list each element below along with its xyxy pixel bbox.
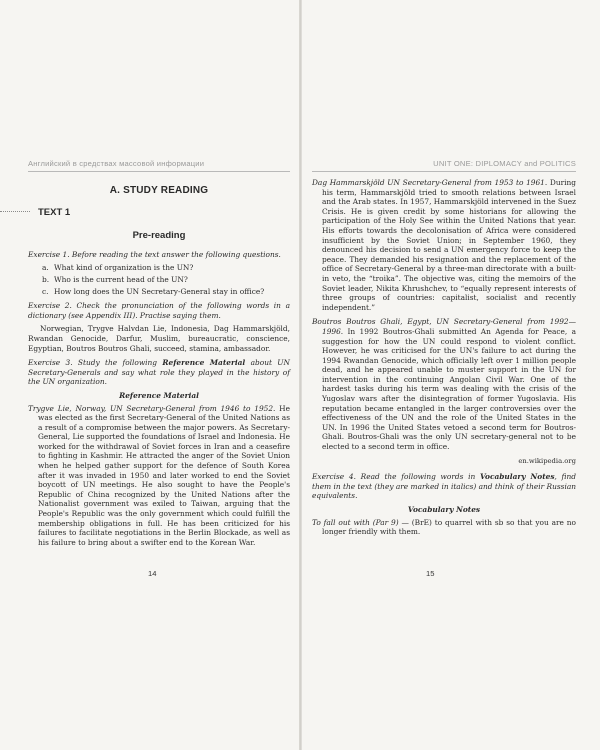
question-text: Who is the current head of the UN? [54, 274, 188, 284]
page-number-right: 15 [426, 569, 435, 578]
vocabulary-term: To fall out with (Par 9) [312, 517, 399, 527]
entry-body: He was elected as the first Secretary-General of the United Nations as a result of a compromise between the major powers. As Secretary-General, Lie supported the foundations of Israel and Indonesia. He worked for the withdrawal of Soviet forces in Iran and a ceasefire to fighting in Kashmir. He attracted the anger of the Soviet Union when he helped gather support for the defence of South Korea after it was invaded in 1950 and later worked to end the Soviet boycott of UN meetings. He also sought to have the People's Republic of China recognized by the United Nations after the Nationalist government was exiled to Taiwan, arguing that the People's Republic was the only government which could fulfill the membership obligations in full. He has been criticized for his failures to facilitate negotiations in the Berlin Blockade, as well as his failure to bring about a swifter end to the Korean War. [38, 403, 290, 547]
exercise-4-text-end: , find them in the text (they are marked in italics) and think of their Russian equivalents. [312, 472, 576, 501]
text-label: TEXT 1 [38, 206, 71, 218]
exercise-3-instruction [28, 358, 290, 387]
right-page [302, 0, 600, 750]
reference-material-title: Reference Material [119, 390, 199, 400]
exercise-3-text: Exercise 3. Study the following [28, 358, 163, 368]
question-text: What kind of organization is the UN? [54, 263, 194, 273]
exercise-4-text: Exercise 4. Read the following words in [312, 472, 480, 482]
text-label-row [0, 208, 290, 218]
question-item [42, 287, 290, 297]
source-credit: en.wikipedia.org [518, 456, 576, 465]
entry-heading: Trygve Lie, Norway, UN Secretary-General from 1946 to 1952. [28, 403, 276, 413]
right-page-content [312, 178, 576, 542]
subsection-title: Pre-reading [132, 230, 186, 242]
entry-body: During his term, Hammarskjöld tried to smooth relations between Israel and the Arab states. In 1957, Hammarskjöld intervened in the Suez Crisis. He is given credit by some historians for allowing the participation of the Holy See within the United Nations that year. His efforts towards the decolonisation of Africa were considered insufficient by the Soviet Union; in September 1960, they denounced his decision to send a UN emergency force to keep the peace. They demanded his resignation and the replacement of the office of Secretary-General by a three-man directorate with a built-in veto, the “troika”. The objective was, citing the memoirs of the Soviet leader, Nikita Khrushchev, to “equally represent interests of three groups of countries: capitalist, socialist and recently independent.” [322, 178, 576, 312]
page-number-left: 14 [148, 569, 157, 578]
question-marker: c. [42, 286, 49, 296]
running-head-left: Английский в средствах массовой информации [28, 159, 205, 168]
entry-heading: Boutros Boutros Ghali, Egypt, UN Secretary-General from 1992—1996. [312, 317, 576, 336]
question-item [42, 275, 290, 285]
header-rule-right [312, 171, 576, 172]
hammarskjold-entry [312, 178, 576, 312]
vocabulary-item [312, 518, 576, 537]
left-page-content [28, 178, 290, 552]
question-marker: a. [42, 263, 49, 273]
entry-body: In 1992 Boutros-Ghali submitted An Agenda for Peace, a suggestion for how the UN could respond to violent conflict. However, he was criticised for the UN's failure to act during the 1994 Rwandan Genocide, which officially left over 1 million people dead, and he appeared unable to muster support in the UN for intervention in the continuing Angolan Civil War. One of the hardest tasks during his term was dealing with the crisis of the Yugoslav wars after the disintegration of former Yugoslavia. His reputation became entangled in the larger controversies over the effectiveness of the UN and the role of the United States in the UN. In 1996 the United States vetoed a second term for Boutros-Ghali. Boutros-Ghali was the only UN secretary-general not to be elected to a second term in office. [322, 326, 576, 452]
exercise-3-emphasis: Reference Material [162, 358, 246, 368]
exercise-1-questions [28, 263, 290, 296]
question-text: How long does the UN Secretary-General stay in office? [54, 286, 265, 296]
running-head-right: UNIT ONE: DIPLOMACY and POLITICS [433, 159, 576, 168]
lie-entry [28, 404, 290, 548]
exercise-4-instruction [312, 472, 576, 501]
question-item [42, 263, 290, 273]
ghali-entry [312, 317, 576, 451]
dotted-leader [0, 211, 30, 213]
exercise-4-emphasis: Vocabulary Notes [479, 472, 555, 482]
exercise-2-instruction: Exercise 2. Check the pronunciation of the following words in a dictionary (see Appendix III). Practise saying them. [28, 301, 290, 320]
header-rule-left [28, 171, 290, 172]
exercise-3-text-end: about UN Secretary-Generals and say what role they played in the history of the UN organization. [28, 358, 290, 387]
entry-heading: Dag Hammarskjöld UN Secretary-General from 1953 to 1961. [312, 178, 548, 187]
pronunciation-word-list: Norwegian, Trygve Halvdan Lie, Indonesia, Dag Hammarskjöld, Rwandan Genocide, Darfur, Muslim, bureaucratic, conscience, Egyptian, Boutros Boutros Ghali, succeed, stamina, ambassador. [28, 324, 290, 353]
exercise-1-instruction: Exercise 1. Before reading the text answer the following questions. [28, 249, 281, 259]
vocabulary-notes-title: Vocabulary Notes [407, 505, 481, 514]
question-marker: b. [42, 274, 50, 284]
vocabulary-definition: — (BrE) to quarrel with sb so that you are no longer friendly with them. [322, 517, 576, 537]
section-title: A. STUDY READING [109, 185, 209, 196]
